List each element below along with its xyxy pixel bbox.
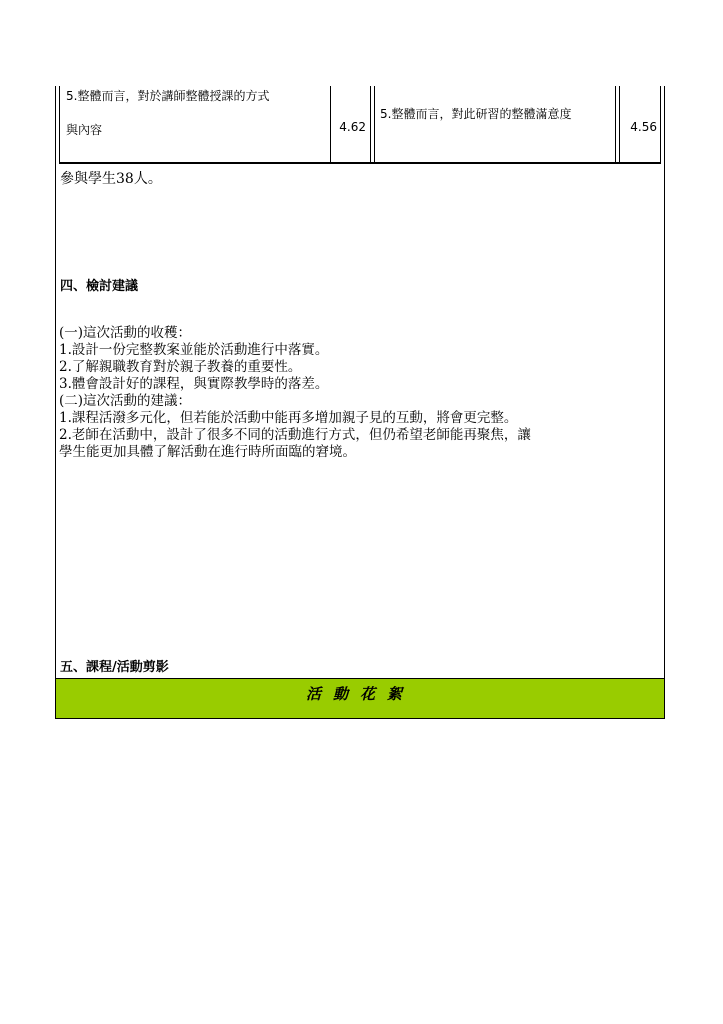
report-frame bbox=[55, 86, 665, 719]
cell-divider bbox=[615, 86, 616, 162]
score-cell-right bbox=[620, 86, 661, 162]
section-title-gallery: 五、課程/活動剪影 bbox=[60, 660, 169, 675]
review-line: (一)這次活動的收穫： bbox=[59, 325, 192, 341]
item-label-right: 5.整體而言，對此研習的整體滿意度 bbox=[380, 107, 572, 121]
participants-note: 參與學生38人。 bbox=[60, 171, 162, 187]
gallery-title: 活動花絮 bbox=[305, 685, 414, 703]
item-cell-right bbox=[371, 86, 620, 162]
score-cell-left bbox=[331, 86, 371, 162]
section-title-review: 四、檢討建議 bbox=[60, 279, 139, 294]
score-left: 4.62 bbox=[339, 120, 366, 134]
review-line: 2.老師在活動中，設計了很多不同的活動進行方式，但仍希望老師能再聚焦，讓 bbox=[59, 427, 531, 443]
item-label-left-line2: 與內容 bbox=[66, 123, 103, 137]
review-line: 1.課程活潑多元化，但若能於活動中能再多增加親子見的互動，將會更完整。 bbox=[59, 410, 518, 426]
review-line: 學生能更加具體了解活動在進行時所面臨的窘境。 bbox=[59, 444, 356, 460]
score-right: 4.56 bbox=[630, 120, 657, 134]
score-table bbox=[59, 86, 661, 164]
review-content bbox=[59, 325, 659, 461]
item-cell-left bbox=[60, 86, 331, 162]
review-line: 3.體會設計好的課程，與實際教學時的落差。 bbox=[59, 376, 329, 392]
gallery-header-bar bbox=[56, 678, 664, 718]
review-line: 2.了解親職教育對於親子教養的重要性。 bbox=[59, 359, 302, 375]
item-label-left-line1: 5.整體而言，對於講師整體授課的方式 bbox=[66, 89, 270, 103]
cell-divider bbox=[374, 86, 375, 162]
review-line: (二)這次活動的建議： bbox=[59, 393, 192, 409]
table-bottom-border bbox=[60, 162, 660, 163]
review-line: 1.設計一份完整教案並能於活動進行中落實。 bbox=[59, 342, 329, 358]
